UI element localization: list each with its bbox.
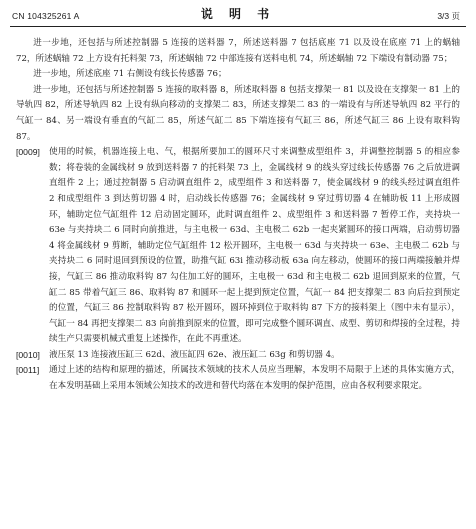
- page-number: 3/3 页: [437, 11, 460, 21]
- paragraph-text: 使用的时候，机器连接上电、气，根据所要加工的圆环尺寸来调整成型组件 3，并调整控制器 5 的相应参数；将卷装的金属线材 9 放到送料器 7 的托料架 73 上，金属线材 9 的线头穿过线长传感器 76 之后放进调直组件 2 上；通过控制器 5 启动调直组件 2，成型组件 3 和送料器 7，使金属线材 9 的线头经过调直组件 2 和成型组件 3 到达剪切器 4 时，启动线长传感器 76；金属线材 9 穿过剪切器 4 在辅助板 11 上形成圆环，辅助定位气缸组件 12 启动固定圆环，此时调直组件 2、成型组件 3 和送料器 7 暂停工作，夹持块一 63e 与夹持块二 6 同时向前推进，与主电极一 63d、主电极二 62b 一起夹紧圆环的接口两端，启动剪切器 4 将金属线材 9 剪断，辅助定位气缸组件 12 松开圆环，主电极一 63d 与夹持块一 63e、主电极二 62b 与夹持块二 6 同时退回到预设的位置，助推气缸 63i 推动移动板 63a 向左移动，使圆环的接口两端接触并焊接，气缸三 86 推动取料钩 87 勾住加工好的圆环，主电极一 63d 和主电极二 62b 退回到原来的位置，气缸二 85 带着气缸三 86、取料钩 87 和圆环一起上提到预定位置，气缸一 84 把支撑架二 83 向后拉到预定的位置，气缸三 86 控制取料钩 87 松开圆环，圆环掉到位于取料钩 87 下方的接料架上（图中未有显示），气缸一 84 再把支撑架二 83 向前推到原来的位置，即可完成整个圆环调直、成型、剪切和焊接的全过程，持续生产只需要机械式重复上述操作，在此不再重述。: [49, 147, 460, 345]
- patent-number: CN 104325261 A: [12, 11, 80, 21]
- paragraph-number: [0011]: [16, 365, 40, 376]
- paragraph-number: [0010]: [16, 349, 40, 360]
- paragraph-length-sensor: 进一步地，所述底座 71 右侧设有线长传感器 76；: [33, 69, 227, 80]
- document-body: [16, 36, 460, 395]
- header-divider: [10, 26, 466, 27]
- paragraph-0010: [16, 348, 460, 364]
- paragraph-0011: [16, 363, 460, 394]
- paragraph-text: 液压泵 13 连接液压缸三 62d、液压缸四 62e、液压缸二 63g 和剪切器 4。: [49, 349, 340, 360]
- paragraph-picker: 进一步地，还包括与所述控制器 5 连接的取料器 8，所述取料器 8 包括支撑架一 81 以及设在支撑架一 81 上的导轨四 82，所述导轨四 82 上设有纵向移动的支撑架二 83，所述支撑架二 83 的一端设有与所述导轨四 82 平行的气缸一 84、另一端设有垂直的气缸二 85，所述气缸二 85 下端连接有气缸三 86，所述气缸三 86 上设有取料钩 87。: [16, 84, 460, 142]
- document-title: 说 明 书: [200, 7, 276, 21]
- paragraph-feeder: 进一步地，还包括与所述控制器 5 连接的送料器 7，所述送料器 7 包括底座 71 以及设在底座 71 上的蜗轴 72，所述蜗轴 72 上方设有托料架 73，所述蜗轴 72 中部连接有送料电机 74，所述蜗轴 72 下端设有制动器 75；: [16, 38, 460, 64]
- paragraph-number: [0009]: [16, 147, 40, 158]
- paragraph-0009: [16, 145, 460, 348]
- paragraph-text: 通过上述的结构和原理的描述，所属技术领域的技术人员应当理解，本发明不局限于上述的具体实施方式，在本发明基础上采用本领域公知技术的改进和替代均落在本发明的保护范围，应由各权利要求限定。: [49, 365, 460, 392]
